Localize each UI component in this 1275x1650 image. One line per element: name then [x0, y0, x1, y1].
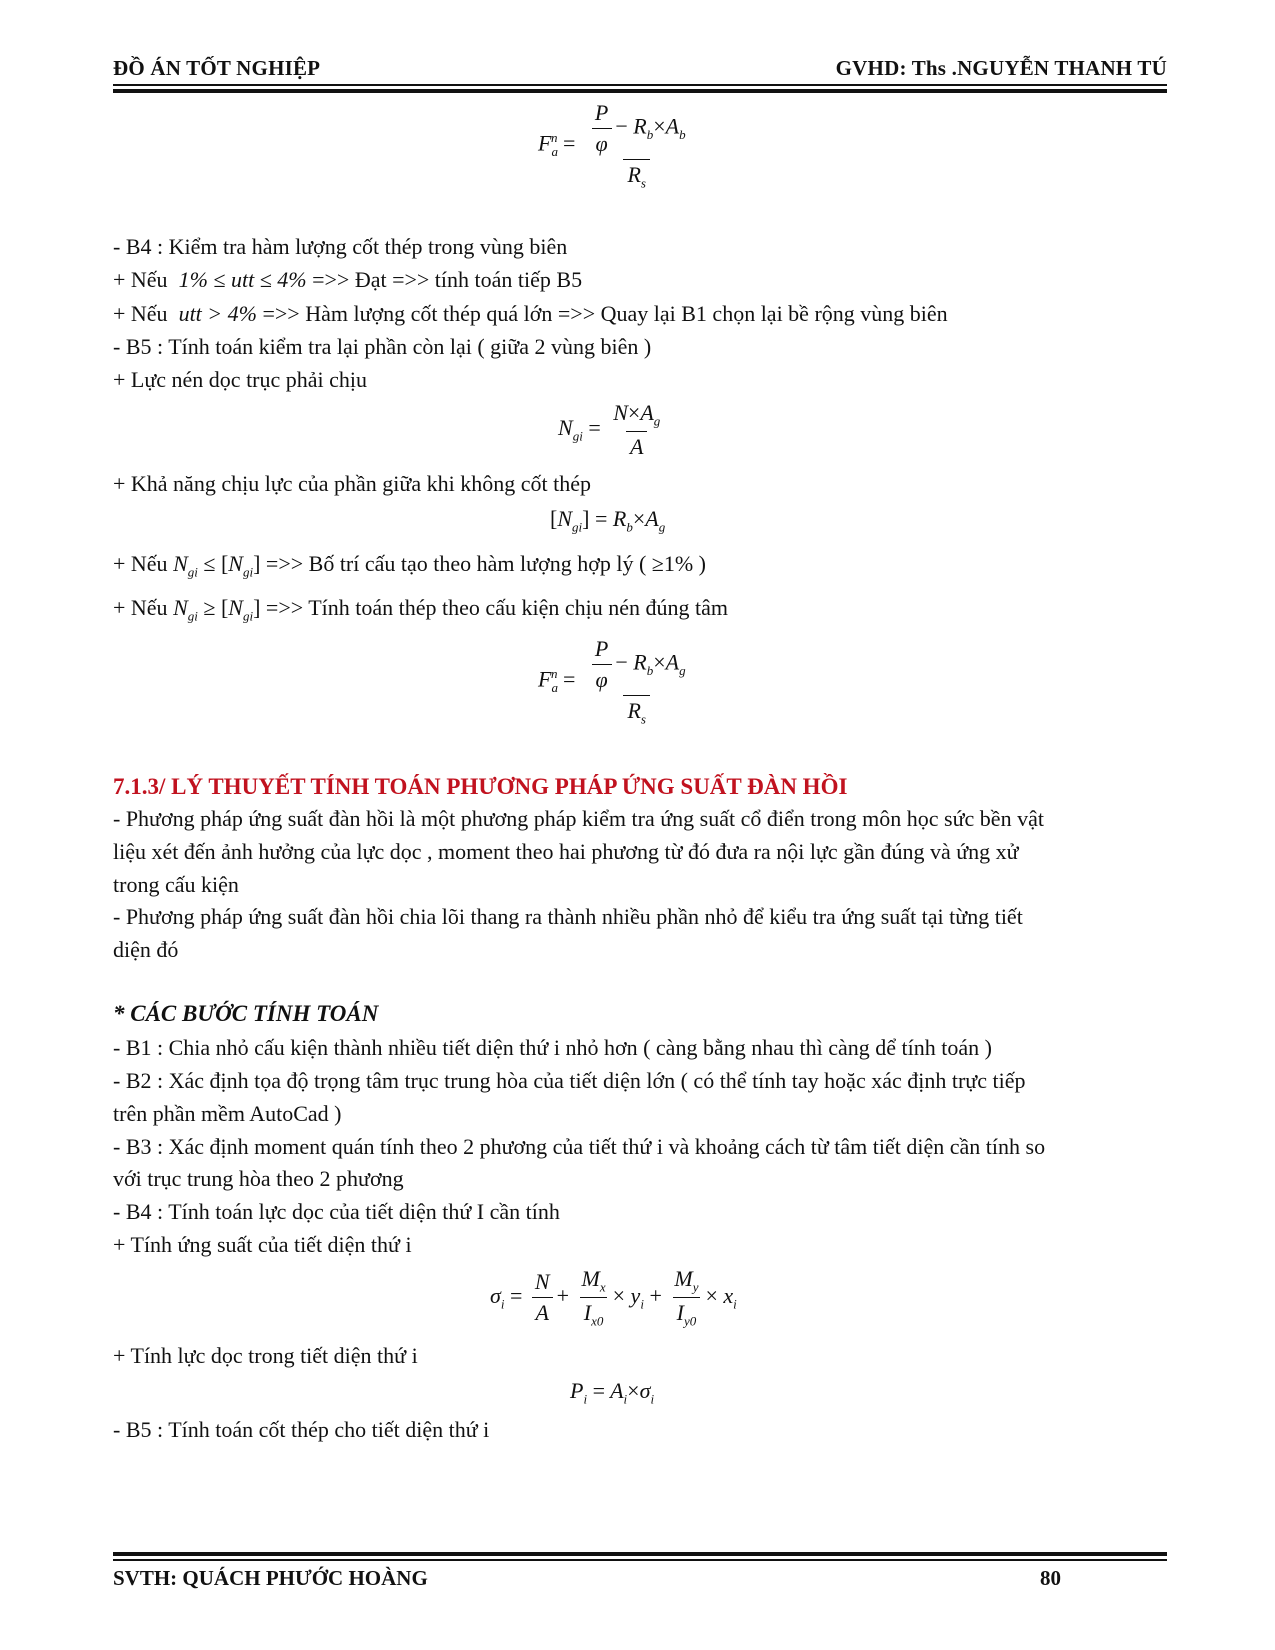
footer-rule-bottom: [113, 1559, 1167, 1561]
condition-compute-line: + Nếu $N_{gi} \ge [N_{gi}]$ =>> Tính toán thép theo cấu kiện chịu nén đúng tâm: [113, 595, 728, 624]
condition-high-text: =>> Hàm lượng cốt thép quá lớn =>> Quay lại B1 chọn lại bề rộng vùng biên: [262, 301, 948, 326]
force-line: + Tính lực dọc trong tiết diện thứ i: [113, 1343, 418, 1368]
stress-line: + Tính ứng suất của tiết diện thứ i: [113, 1232, 412, 1257]
formula-fa-middle: $F_a^n$ = $\frac{P}{\varphi}$ − $R_b\times A_g$ $R_s$: [538, 636, 686, 727]
condition-ok-prefix: + Nếu: [113, 267, 168, 292]
steps-title: * CÁC BƯỚC TÍNH TOÁN: [113, 1001, 379, 1026]
formula-ngi-capacity: $[N_{gi}] = R_b\times A_g$: [550, 506, 666, 535]
footer-student-name: SVTH: QUÁCH PHƯỚC HOÀNG: [113, 1566, 428, 1590]
paragraph-1-line-1: - Phương pháp ứng suất đàn hồi là một phương pháp kiểm tra ứng suất cổ điển trong môn học sức bền vật: [113, 806, 1044, 831]
step-3-line-1: - B3 : Xác định moment quán tính theo 2 phương của tiết thứ i và khoảng cách từ tâm tiết diện cần tính so: [113, 1134, 1046, 1159]
condition-high-prefix: + Nếu: [113, 301, 168, 326]
paragraph-1-line-3: trong cấu kiện: [113, 872, 239, 897]
header-right-advisor: GVHD: Ths .NGUYỄN THANH TÚ: [835, 56, 1167, 80]
header-rule-top: [113, 84, 1167, 86]
step-1-line: - B1 : Chia nhỏ cấu kiện thành nhiều tiết diện thứ i nhỏ hơn ( càng bằng nhau thì càng dể tính toán ): [113, 1035, 992, 1060]
paragraph-2-line-1: - Phương pháp ứng suất đàn hồi chia lõi thang ra thành nhiều phần nhỏ để kiểu tra ứng suất tại từng tiết: [113, 904, 1023, 929]
formula-fa-boundary: $F_a^n$ = $\frac{P}{\varphi}$ − $R_b\times A_b$ $R_s$: [538, 100, 686, 191]
condition-ok-text: =>> Đạt =>> tính toán tiếp B5: [312, 267, 583, 292]
condition-structural-line: + Nếu $N_{gi} \le [N_{gi}]$ =>> Bố trí cấu tạo theo hàm lượng hợp lý ( ≥1% ): [113, 551, 707, 580]
formula-force: $P_i = A_i\times\sigma_i$: [570, 1378, 655, 1407]
condition-ok-line: [113, 267, 582, 293]
condition-compute-text: =>> Tính toán thép theo cấu kiện chịu nén đúng tâm: [265, 595, 728, 620]
section-heading: 7.1.3/ LÝ THUYẾT TÍNH TOÁN PHƯƠNG PHÁP ỨNG SUẤT ĐÀN HỒI: [113, 774, 848, 799]
step-4-line: - B4 : Tính toán lực dọc của tiết diện thứ I cần tính: [113, 1199, 560, 1224]
axial-force-line: + Lực nén dọc trục phải chịu: [113, 367, 368, 392]
header-rule-bottom: [113, 89, 1167, 93]
header-left-title: ĐỒ ÁN TỐT NGHIỆP: [113, 56, 321, 80]
capacity-line: + Khả năng chịu lực của phần giữa khi không cốt thép: [113, 471, 591, 496]
condition-compute-prefix: + Nếu: [113, 595, 168, 620]
formula-ngi: $N_{gi}$ = $\frac{N\times A_g}{A}$: [558, 400, 661, 460]
step-5-line: - B5 : Tính toán cốt thép cho tiết diện thứ i: [113, 1417, 490, 1442]
condition-structural-prefix: + Nếu: [113, 551, 168, 576]
step-3-line-2: với trục trung hòa theo 2 phương: [113, 1166, 404, 1191]
condition-high-line: [113, 301, 948, 327]
b4-check-line: - B4 : Kiểm tra hàm lượng cốt thép trong vùng biên: [113, 234, 568, 259]
page-number: 80: [1040, 1566, 1061, 1590]
paragraph-2-line-2: diện đó: [113, 937, 179, 962]
condition-ok-expr: 1% ≤ utt ≤ 4%: [178, 267, 307, 292]
step-2-line-1: - B2 : Xác định tọa độ trọng tâm trục trung hòa của tiết diện lớn ( có thể tính tay hoặc xác định trực tiếp: [113, 1068, 1026, 1093]
condition-structural-tail: ≥1% ): [651, 551, 707, 576]
step-2-line-2: trên phần mềm AutoCad ): [113, 1101, 342, 1126]
condition-high-expr: utt > 4%: [178, 301, 257, 326]
b5-check-line: - B5 : Tính toán kiểm tra lại phần còn lại ( giữa 2 vùng biên ): [113, 334, 652, 359]
paragraph-1-line-2: liệu xét đến ảnh hưởng của lực dọc , moment theo hai phương từ đó đưa ra nội lực gần đúng và ứng xử: [113, 839, 1019, 864]
formula-stress: $\sigma_i$ = $\frac{N}{A}$ + $\frac{M_x}{I_{x0}}$ × $y_i$ + $\frac{M_y}{I_{y0}}$ × $x_i$: [490, 1266, 737, 1329]
footer-rule-top: [113, 1552, 1167, 1556]
condition-structural-text: =>> Bố trí cấu tạo theo hàm lượng hợp lý (: [265, 551, 647, 576]
